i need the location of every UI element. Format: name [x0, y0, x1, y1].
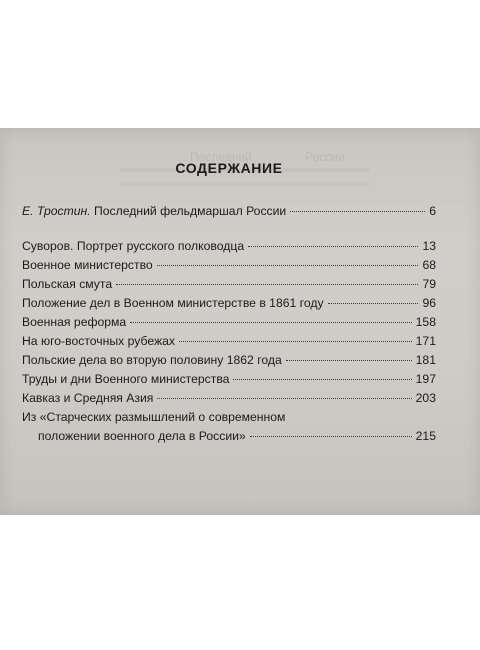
- show-through-text-left: Последний: [190, 150, 252, 164]
- toc-entry: [22, 275, 436, 294]
- toc-entry-title-line2: положении военного дела в России»: [38, 429, 246, 443]
- toc-entry: [22, 408, 436, 446]
- toc-entry: [22, 370, 436, 389]
- dot-leader: [130, 322, 411, 323]
- toc-entry-author: Е. Тростин.: [22, 204, 91, 218]
- dot-leader: [248, 246, 418, 247]
- dot-leader: [116, 284, 418, 285]
- dot-leader: [157, 265, 419, 266]
- toc-entry: [22, 313, 436, 332]
- toc-entry: [22, 351, 436, 370]
- toc-entry-page: 68: [422, 258, 436, 272]
- toc-entry-title: Военная реформа: [22, 315, 127, 329]
- toc-entry-page: 79: [422, 277, 436, 291]
- toc-entry: [22, 237, 436, 256]
- table-of-contents: [22, 128, 436, 446]
- toc-entry-title: Суворов. Портрет русского полководца: [22, 239, 245, 253]
- dot-leader: [286, 360, 412, 361]
- toc-entry: [22, 256, 436, 275]
- toc-entry-title: Положение дел в Военном министерстве в 1861 году: [22, 296, 324, 310]
- toc-entry-page: 203: [415, 391, 436, 405]
- dot-leader: [290, 211, 425, 212]
- toc-entry: [22, 332, 436, 351]
- dot-leader: [250, 436, 412, 437]
- dot-leader: [233, 379, 411, 380]
- toc-entry-title: Кавказ и Средняя Азия: [22, 391, 154, 405]
- toc-entry-page: 158: [415, 315, 436, 329]
- toc-entry-title: Польские дела во вторую половину 1862 года: [22, 353, 282, 367]
- toc-entry: [22, 389, 436, 408]
- page-title: СОДЕРЖАНИЕ: [175, 160, 283, 176]
- toc-entry-page: 13: [422, 239, 436, 253]
- toc-entry-title-line1: Из «Старческих размышлений о современном: [22, 410, 286, 424]
- dot-leader: [179, 341, 412, 342]
- toc-entry-title: Е. Тростин. Последний фельдмаршал России: [22, 204, 287, 218]
- toc-entry-page: 96: [422, 296, 436, 310]
- toc-list: [22, 202, 436, 446]
- toc-entry-title-line2-row: [22, 427, 436, 446]
- dot-leader: [328, 303, 419, 304]
- toc-entry-page: 6: [429, 204, 436, 218]
- toc-entry: [22, 294, 436, 313]
- toc-entry: [22, 202, 436, 221]
- toc-entry-title: Военное министерство: [22, 258, 153, 272]
- show-through-text-right: России: [305, 150, 345, 164]
- dot-leader: [157, 398, 411, 399]
- toc-entry-title: На юго-восточных рубежах: [22, 334, 175, 348]
- toc-entry-page: 181: [415, 353, 436, 367]
- toc-entry-page: 171: [415, 334, 436, 348]
- toc-entry-title: Труды и дни Военного министерства: [22, 372, 230, 386]
- toc-entry-title: Польская смута: [22, 277, 113, 291]
- toc-entry-page: 197: [415, 372, 436, 386]
- toc-entry-page: 215: [415, 429, 436, 443]
